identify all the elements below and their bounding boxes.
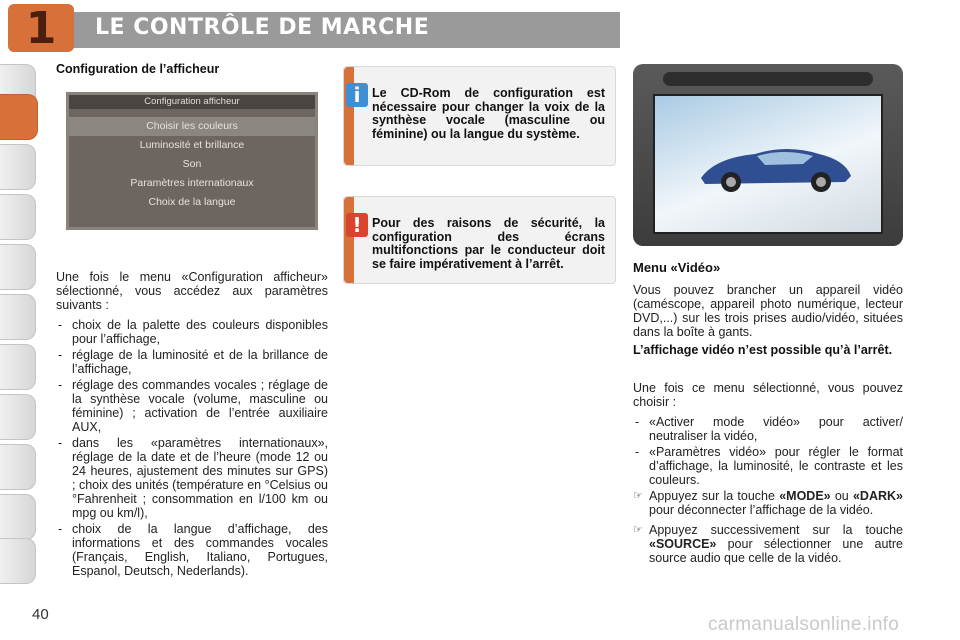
multifunction-display-photo (633, 64, 903, 246)
screen-menu-item: Paramètres internationaux (130, 177, 254, 189)
car-image (695, 138, 855, 196)
device-top-strip (663, 72, 873, 86)
warning-notice (343, 196, 616, 284)
display-config-section (56, 62, 328, 580)
list-item: - choix de la langue d’affichage, des informations et des commandes vocales (Français, English, Italiano, Portugues, Espanol, Deutsch, Nederlands). (56, 522, 328, 578)
chapter-tab[interactable] (0, 394, 36, 440)
settings-list (56, 318, 328, 578)
chapter-tab[interactable] (0, 144, 36, 190)
list-item: - réglage de la luminosité et de la brillance de l’affichage, (56, 348, 328, 376)
chapter-tab[interactable] (0, 194, 36, 240)
screen-menu-item: Luminosité et brillance (139, 139, 245, 151)
list-item: - «Activer mode vidéo» pour activer/ neutraliser la vidéo, (633, 415, 903, 443)
display-config-screenshot (66, 92, 318, 230)
screen-menu-item: Choisir les couleurs (69, 117, 315, 136)
list-item: - choix de la palette des couleurs disponibles pour l’affichage, (56, 318, 328, 346)
info-notice-text: Le CD-Rom de configuration est nécessaire pour changer la voix de la synthèse vocale (masculine ou féminine) ou la langue du système. (372, 86, 605, 141)
video-options-list (633, 415, 903, 487)
chapter-tabs (0, 64, 44, 584)
instruction-text: Appuyez successivement sur la touche (649, 523, 903, 537)
chapter-badge (8, 4, 74, 52)
instruction-text: pour déconnecter l’affichage de la vidéo. (649, 503, 874, 517)
pointing-hand-icon: ☞ (633, 524, 643, 536)
section-title: Configuration de l’afficheur (56, 62, 220, 76)
chapter-tab[interactable] (0, 294, 36, 340)
screen-heading: Configuration afficheur (69, 95, 315, 109)
screen-menu (69, 117, 315, 212)
pointing-hand-icon: ☞ (633, 490, 643, 502)
instruction-text: pour sélectionner une autre source audio que celle de la vidéo. (649, 537, 903, 565)
warning-notice-text: Pour des raisons de sécurité, la configuration des écrans multifonctions par le conducteur doit se faire impérativement à l’arrêt. (372, 216, 605, 271)
instruction-item (633, 489, 903, 517)
info-icon: i (346, 83, 368, 107)
page-number: 40 (32, 606, 49, 623)
screen-menu-item: Son (182, 158, 202, 170)
intro-paragraph: Une fois le menu «Configuration afficheur» sélectionné, vous accédez aux paramètres suivants : (56, 270, 328, 312)
chapter-tab[interactable] (0, 538, 36, 584)
warning-icon: ! (346, 213, 368, 237)
info-notice (343, 66, 616, 166)
source-key-label: «SOURCE» (649, 537, 717, 551)
section-title: Menu «Vidéo» (633, 260, 721, 275)
chapter-number: 1 (25, 2, 57, 54)
chapter-tab[interactable] (0, 344, 36, 390)
notice-bar (344, 67, 354, 165)
instruction-list (633, 489, 903, 565)
device-screen (653, 94, 883, 234)
list-item: - réglage des commandes vocales ; réglage de la synthèse vocale (volume, masculine ou féminine) ; activation de l’entrée auxiliaire AUX, (56, 378, 328, 434)
dark-key-label: «DARK» (852, 489, 903, 503)
mode-key-label: «MODE» (779, 489, 831, 503)
instruction-text: Appuyez sur la touche (649, 489, 780, 503)
video-menu-section (633, 64, 903, 571)
list-item: - «Paramètres vidéo» pour régler le format d’affichage, la luminosité, le contraste et les couleurs. (633, 445, 903, 487)
instruction-text: ou (830, 489, 853, 503)
page-header (0, 0, 960, 56)
instruction-item (633, 523, 903, 565)
video-intro-paragraph: Vous pouvez brancher un appareil vidéo (caméscope, appareil photo numérique, lecteur DVD,...) sur les trois prises audio/vidéo, situées dans la boîte à gants. (633, 283, 903, 339)
notice-bar (344, 197, 354, 283)
watermark: carmanualsonline.info (708, 614, 900, 635)
video-warning-text: L’affichage vidéo n’est possible qu’à l’arrêt. (633, 343, 893, 357)
chapter-tab[interactable] (0, 494, 36, 540)
list-item: - dans les «paramètres internationaux», réglage de la date et de l’heure (mode 12 ou 24 heures, ajustement des minutes sur GPS) ; choix des unités (température en °Celsius ou °Fahrenheit ; consommation en l/100 km ou mpg ou km/l), (56, 436, 328, 520)
screen-menu-item: Choix de la langue (148, 196, 236, 208)
page-title: LE CONTRÔLE DE MARCHE (95, 15, 430, 40)
chapter-tab[interactable] (0, 444, 36, 490)
video-choices-intro: Une fois ce menu sélectionné, vous pouvez choisir : (633, 381, 903, 409)
chapter-tab-active[interactable] (0, 94, 38, 140)
chapter-tab[interactable] (0, 244, 36, 290)
